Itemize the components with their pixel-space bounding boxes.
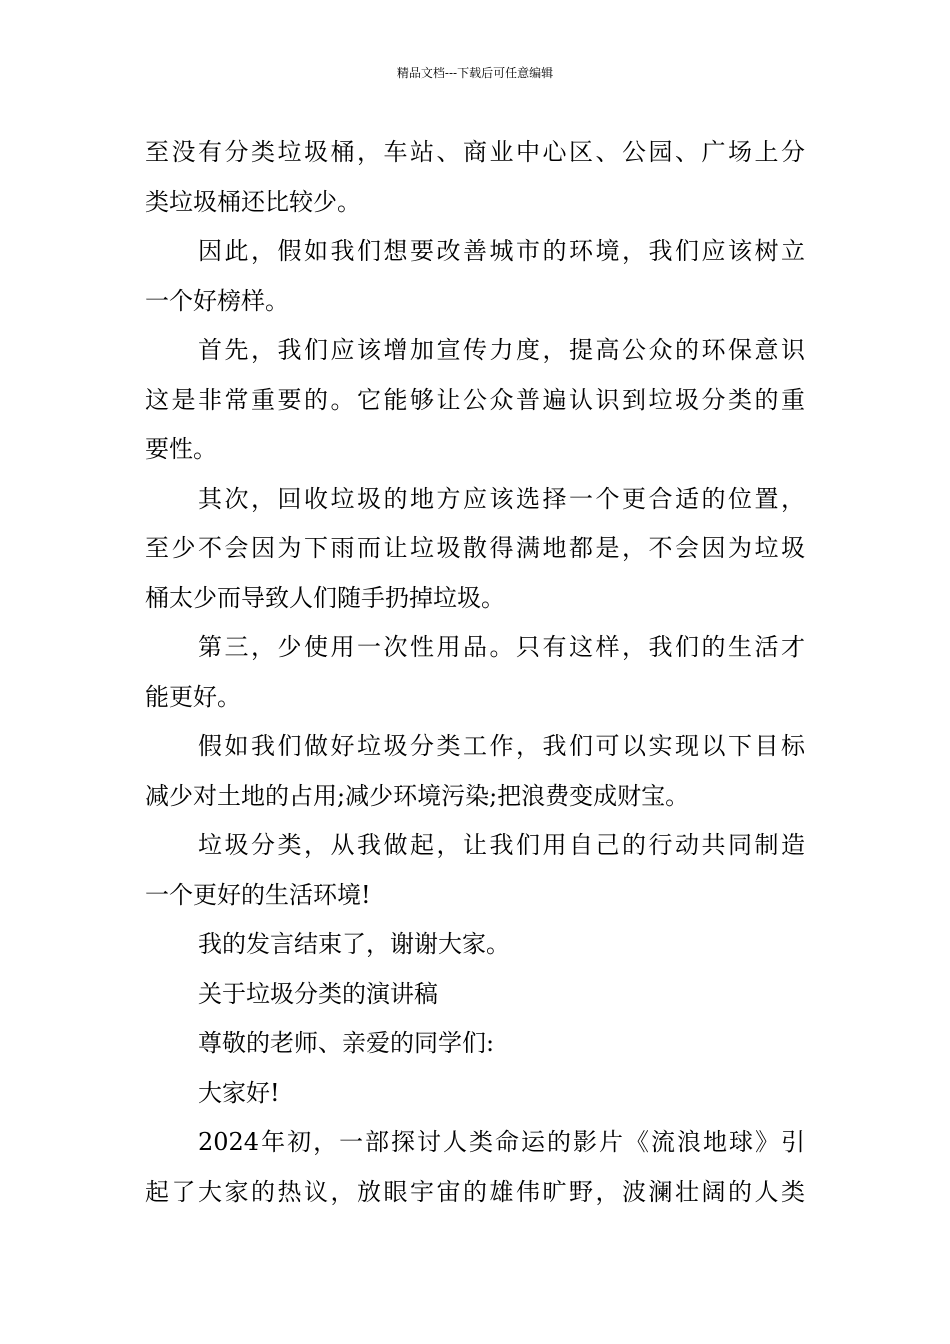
text-line: 至没有分类垃圾桶，车站、商业中心区、公园、广场上分 <box>145 138 805 166</box>
text-line: 桶太少而导致人们随手扔掉垃圾。 <box>145 583 505 612</box>
document-body <box>145 128 805 1217</box>
text-line: 首先，我们应该增加宣传力度，提高公众的环保意识 <box>198 336 805 364</box>
text-line: 因此，假如我们想要改善城市的环境，我们应该树立 <box>198 237 805 265</box>
page-header: 精品文档---下载后可任意编辑 <box>396 66 554 80</box>
text-line: 假如我们做好垃圾分类工作，我们可以实现以下目标 <box>198 732 805 760</box>
text-line: 垃圾分类，从我做起，让我们用自己的行动共同制造 <box>198 831 805 859</box>
text-line: 我的发言结束了，谢谢大家。 <box>198 930 510 958</box>
text-line: 第三，少使用一次性用品。只有这样，我们的生活才 <box>198 633 805 661</box>
text-line: 尊敬的老师、亲爱的同学们: <box>198 1029 495 1057</box>
text-line: 起了大家的热议，放眼宇宙的雄伟旷野，波澜壮阔的人类 <box>145 1177 805 1206</box>
text-line: 能更好。 <box>145 682 241 711</box>
text-line: 至少不会因为下雨而让垃圾散得满地都是，不会因为垃圾 <box>145 534 805 562</box>
text-line: 要性。 <box>145 435 217 463</box>
text-line: 这是非常重要的。它能够让公众普遍认识到垃圾分类的重 <box>145 385 805 414</box>
text-line: 大家好! <box>198 1078 280 1107</box>
text-line: 一个好榜样。 <box>145 286 289 315</box>
text-line: 其次，回收垃圾的地方应该选择一个更合适的位置， <box>198 484 805 513</box>
text-line: 类垃圾桶还比较少。 <box>145 187 361 216</box>
text-line: 关于垃圾分类的演讲稿 <box>198 979 438 1008</box>
text-line: 2024年初，一部探讨人类命运的影片《流浪地球》引 <box>198 1128 805 1156</box>
text-line: 一个更好的生活环境! <box>145 880 371 909</box>
text-line: 减少对土地的占用;减少环境污染;把浪费变成财宝。 <box>145 781 690 810</box>
